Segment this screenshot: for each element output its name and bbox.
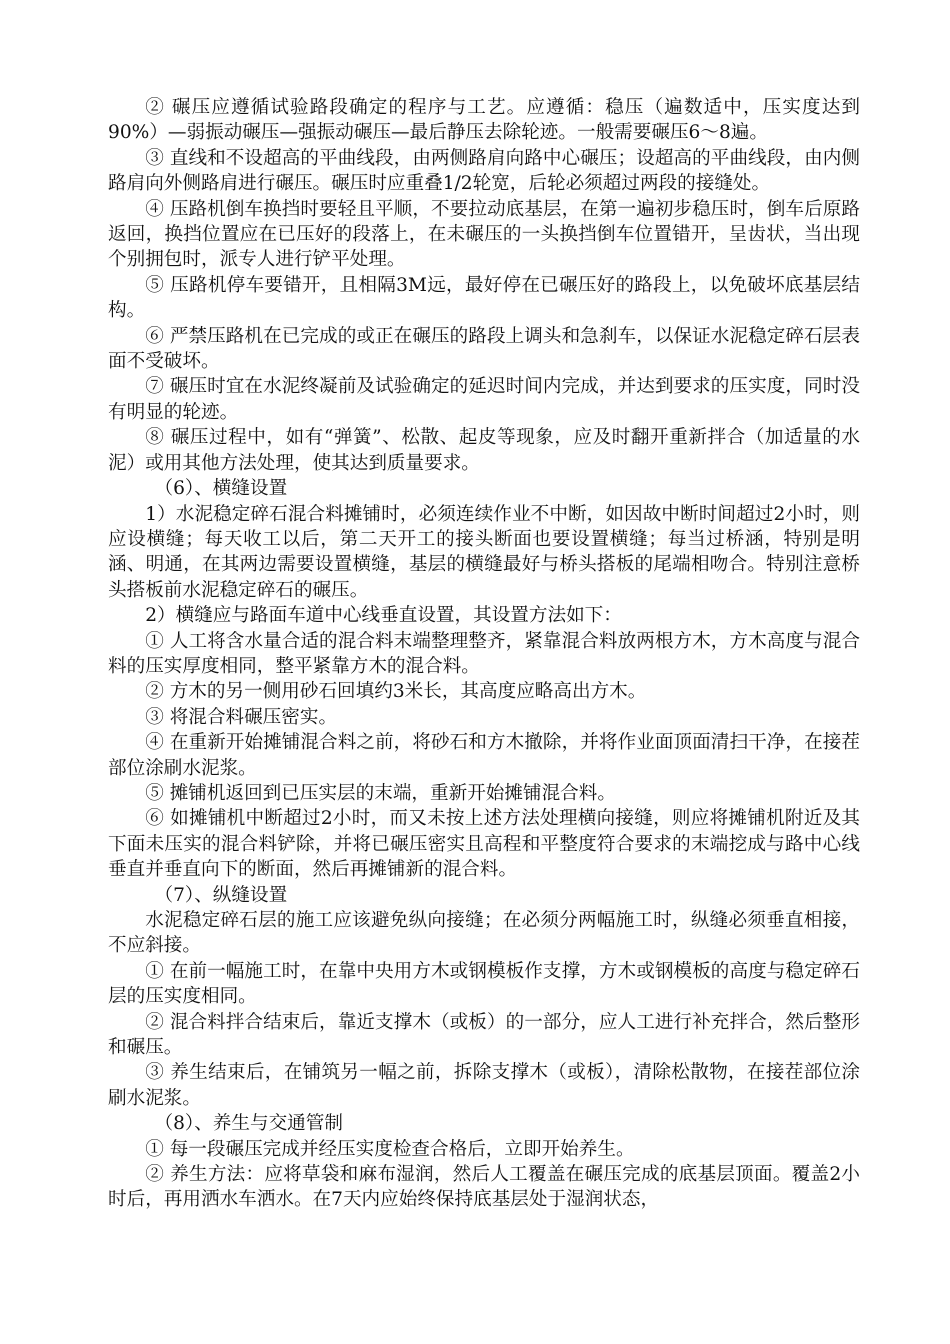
paragraph-joint-step-5: ⑤ 摊铺机返回到已压实层的末端，重新开始摊铺混合料。 bbox=[145, 782, 616, 804]
section-heading-curing: （8）、养生与交通管制 bbox=[154, 1113, 343, 1135]
paragraph-joint-step-4: ④ 在重新开始摊铺混合料之前，将砂石和方木撤除，并将作业面顶面清扫干净，在接茬部位涂刷水泥浆。 bbox=[108, 732, 860, 779]
paragraph-longitudinal-step-3: ③ 养生结束后，在铺筑另一幅之前，拆除支撑木（或板），清除松散物，在接茬部位涂刷水泥浆。 bbox=[108, 1062, 860, 1109]
document-body bbox=[108, 95, 860, 1213]
paragraph-rolling-procedure: ② 碾压应遵循试验路段确定的程序与工艺。应遵循：稳压（遍数适中，压实度达到90%）—弱振动碾压—强振动碾压—最后静压去除轮迹。一般需要碾压6～8遍。 bbox=[108, 97, 860, 144]
paragraph-rolling-direction: ③ 直线和不设超高的平曲线段，由两侧路肩向路中心碾压；设超高的平曲线段，由内侧路肩向外侧路肩进行碾压。碾压时应重叠1/2轮宽，后轮必须超过两段的接缝处。 bbox=[108, 147, 860, 195]
paragraph-joint-step-1: ① 人工将含水量合适的混合料末端整理整齐，紧靠混合料放两根方木，方木高度与混合料的压实厚度相同，整平紧靠方木的混合料。 bbox=[108, 630, 860, 677]
paragraph-roller-reversing: ④ 压路机倒车换挡时要轻且平顺，不要拉动底基层，在第一遍初步稳压时，倒车后原路返回，换挡位置应在已压好的段落上，在未碾压的一头换挡倒车位置错开，呈齿状，当出现个别拥包时，派专人进行铲平处理。 bbox=[108, 198, 860, 271]
paragraph-transverse-joint-2: 2）横缝应与路面车道中心线垂直设置，其设置方法如下： bbox=[145, 605, 622, 627]
paragraph-no-u-turn: ⑥ 严禁压路机在已完成的或正在碾压的路段上调头和急刹车，以保证水泥稳定碎石层表面不受破坏。 bbox=[108, 325, 860, 373]
paragraph-roller-parking: ⑤ 压路机停车要错开，且相隔3M远，最好停在已碾压好的路段上，以免破坏底基层结构。 bbox=[108, 274, 860, 322]
paragraph-transverse-joint-1: 1）水泥稳定碎石混合料摊铺时，必须连续作业不中断，如因故中断时间超过2小时，则应设横缝；每天收工以后，第二天开工的接头断面也要设置横缝；每当过桥涵，特别是明涵、明通，在其两边需要设置横缝，基层的横缝最好与桥头搭板的尾端相吻合。特别注意桥头搭板前水泥稳定碎石的碾压。 bbox=[108, 503, 860, 601]
section-heading-transverse-joint: （6）、横缝设置 bbox=[154, 478, 288, 500]
paragraph-longitudinal-step-2: ② 混合料拌合结束后，靠近支撑木（或板）的一部分，应人工进行补充拌合，然后整形和碾压。 bbox=[108, 1011, 860, 1059]
paragraph-rolling-timing: ⑦ 碾压时宜在水泥终凝前及试验确定的延迟时间内完成，并达到要求的压实度，同时没有明显的轮迹。 bbox=[108, 376, 860, 423]
paragraph-longitudinal-intro: 水泥稳定碎石层的施工应该避免纵向接缝；在必须分两幅施工时，纵缝必须垂直相接，不应斜接。 bbox=[108, 910, 860, 957]
paragraph-joint-step-6: ⑥ 如摊铺机中断超过2小时，而又未按上述方法处理横向接缝，则应将摊铺机附近及其下面未压实的混合料铲除，并将已碾压密实且高程和平整度符合要求的末端挖成与路中心线垂直并垂直向下的断面，然后再摊铺新的混合料。 bbox=[108, 808, 860, 881]
paragraph-longitudinal-step-1: ① 在前一幅施工时，在靠中央用方木或钢模板作支撑，方木或钢模板的高度与稳定碎石层的压实度相同。 bbox=[108, 960, 860, 1008]
section-heading-longitudinal-joint: （7）、纵缝设置 bbox=[154, 884, 288, 906]
paragraph-joint-step-3: ③ 将混合料碾压密实。 bbox=[145, 706, 338, 728]
paragraph-curing-2: ② 养生方法：应将草袋和麻布湿润，然后人工覆盖在碾压完成的底基层顶面。覆盖2小时后，再用洒水车洒水。在7天内应始终保持底基层处于湿润状态， bbox=[108, 1164, 860, 1211]
paragraph-defect-handling: ⑧ 碾压过程中，如有“弹簧”、松散、起皮等现象，应及时翻开重新拌合（加适量的水泥）或用其他方法处理，使其达到质量要求。 bbox=[108, 427, 860, 474]
paragraph-curing-1: ① 每一段碾压完成并经压实度检查合格后，立即开始养生。 bbox=[145, 1138, 635, 1160]
paragraph-joint-step-2: ② 方木的另一侧用砂石回填约3米长，其高度应略高出方木。 bbox=[145, 681, 647, 703]
